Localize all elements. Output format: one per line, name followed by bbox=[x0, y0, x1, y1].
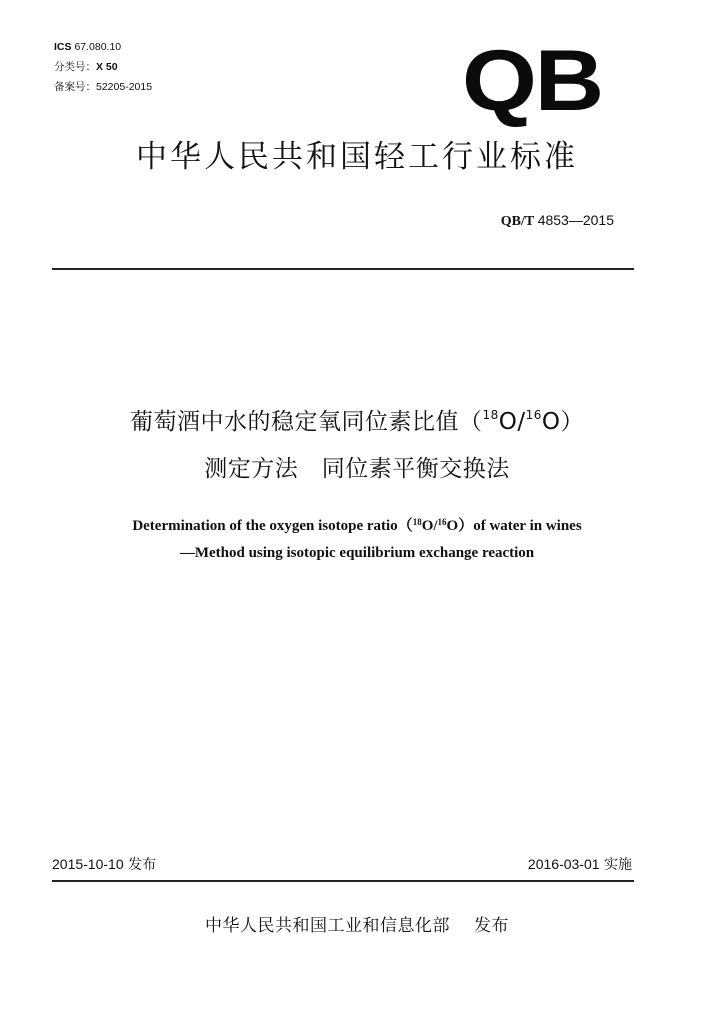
ics-number bbox=[54, 42, 121, 53]
issue-date-label: 发布 bbox=[128, 857, 157, 873]
chinese-title-line-2: 测定方法 同位素平衡交换法 bbox=[204, 456, 510, 482]
isotope-16-superscript-en: 16 bbox=[437, 517, 447, 527]
isotope-16-superscript: 16 bbox=[525, 408, 542, 422]
publisher-action: 发布 bbox=[474, 916, 509, 936]
ics-label: ICS bbox=[54, 41, 72, 53]
implementation-date-label: 实施 bbox=[604, 857, 632, 873]
issue-date bbox=[52, 857, 156, 872]
classification-number bbox=[54, 62, 118, 73]
oxygen-symbol: O/ bbox=[498, 409, 526, 435]
publisher-name: 中华人民共和国工业和信息化部 bbox=[205, 916, 450, 936]
classification-label: 分类号： bbox=[54, 61, 96, 73]
record-number bbox=[54, 82, 152, 93]
oxygen-symbol-en: O/ bbox=[421, 518, 438, 534]
record-label: 备案号： bbox=[54, 81, 96, 93]
standard-code-number: 4853—2015 bbox=[537, 212, 614, 228]
implementation-date bbox=[528, 857, 632, 872]
oxygen-symbol-close: O） bbox=[541, 409, 585, 435]
ics-value: 67.080.10 bbox=[74, 41, 122, 53]
standard-code-prefix: QB/T bbox=[500, 214, 535, 229]
isotope-18-superscript-en: 18 bbox=[412, 517, 422, 527]
classification-value: X 50 bbox=[96, 61, 118, 73]
english-title-tail: O）of water in wines bbox=[446, 518, 582, 534]
standard-category-title: 中华人民共和国轻工行业标准 bbox=[136, 139, 578, 175]
chinese-title-text: 葡萄酒中水的稳定氧同位素比值（ bbox=[129, 409, 483, 435]
chinese-title-line-1 bbox=[0, 408, 714, 435]
standard-code bbox=[501, 213, 614, 229]
issue-date-value: 2015-10-10 bbox=[52, 856, 124, 872]
implementation-date-value: 2016-03-01 bbox=[527, 856, 600, 872]
english-title-line-2: —Method using isotopic equilibrium exchange reaction bbox=[179, 545, 535, 561]
english-title-line-1 bbox=[0, 519, 714, 534]
record-value: 52205-2015 bbox=[96, 81, 153, 93]
isotope-18-superscript: 18 bbox=[482, 408, 499, 422]
english-title-text: Determination of the oxygen isotope ratio（ bbox=[132, 518, 413, 534]
top-divider bbox=[52, 268, 634, 270]
bottom-divider bbox=[52, 880, 634, 882]
qb-logo: QB bbox=[462, 33, 602, 129]
publisher bbox=[0, 918, 714, 935]
